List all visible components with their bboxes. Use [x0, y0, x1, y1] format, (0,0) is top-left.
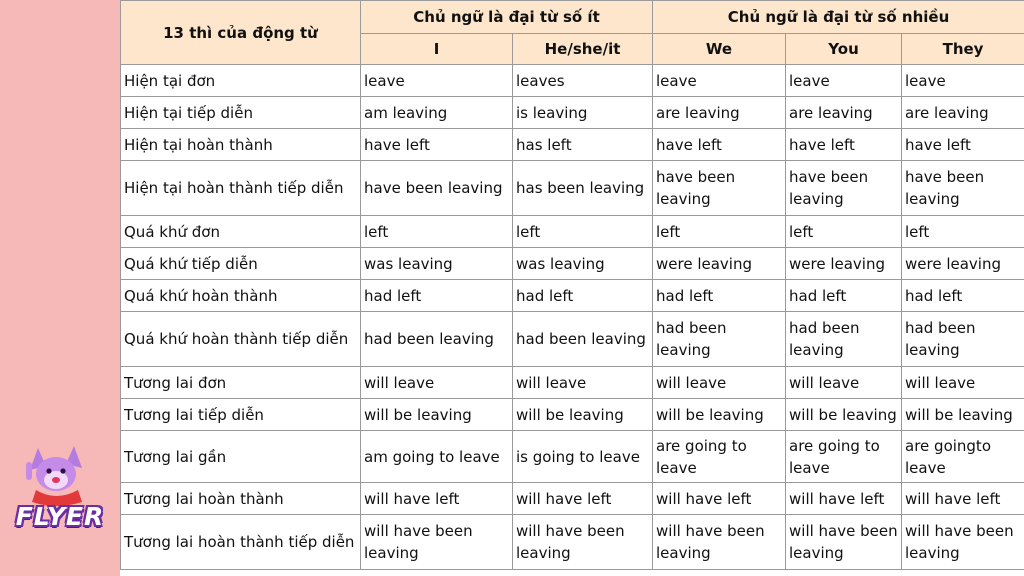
table-row	[121, 248, 1024, 280]
verb-form: have left	[361, 129, 513, 161]
verb-form: will have been leaving	[653, 515, 786, 570]
verb-form: had left	[361, 280, 513, 312]
verb-form: will have left	[902, 483, 1024, 515]
flyer-logo	[12, 440, 108, 550]
verb-form: is going to leave	[513, 431, 653, 483]
verb-form: have left	[653, 129, 786, 161]
tense-table	[120, 0, 1024, 570]
verb-form: left	[902, 216, 1024, 248]
tense-name: Tương lai đơn	[121, 367, 361, 399]
pronoun-header: You	[786, 34, 902, 65]
table-row	[121, 515, 1024, 570]
verb-form: have left	[786, 129, 902, 161]
tense-name: Tương lai hoàn thành	[121, 483, 361, 515]
header-row-groups	[121, 1, 1024, 34]
verb-form: had been leaving	[902, 312, 1024, 367]
verb-form: will leave	[786, 367, 902, 399]
tense-name: Hiện tại hoàn thành	[121, 129, 361, 161]
plural-group-header: Chủ ngữ là đại từ số nhiều	[653, 1, 1024, 34]
verb-form: will be leaving	[361, 399, 513, 431]
verb-form: are goingto leave	[902, 431, 1024, 483]
verb-form: was leaving	[513, 248, 653, 280]
verb-form: will leave	[653, 367, 786, 399]
tense-name: Quá khứ hoàn thành tiếp diễn	[121, 312, 361, 367]
verb-form: left	[361, 216, 513, 248]
tense-name: Quá khứ hoàn thành	[121, 280, 361, 312]
verb-form: am leaving	[361, 97, 513, 129]
verb-form: will be leaving	[513, 399, 653, 431]
verb-form: leave	[786, 65, 902, 97]
verb-form: have been leaving	[786, 161, 902, 216]
table-row	[121, 399, 1024, 431]
flyer-logo-text: FLYER	[15, 502, 105, 531]
table-row	[121, 97, 1024, 129]
tense-name: Hiện tại tiếp diễn	[121, 97, 361, 129]
verb-form: had left	[902, 280, 1024, 312]
verb-form: are going to leave	[786, 431, 902, 483]
verb-form: were leaving	[786, 248, 902, 280]
verb-form: leave	[653, 65, 786, 97]
verb-form: were leaving	[902, 248, 1024, 280]
tense-name: Tương lai tiếp diễn	[121, 399, 361, 431]
verb-form: had been leaving	[786, 312, 902, 367]
table-row	[121, 129, 1024, 161]
table-row	[121, 483, 1024, 515]
verb-form: had left	[653, 280, 786, 312]
verb-form: will have been leaving	[786, 515, 902, 570]
pronoun-header: I	[361, 34, 513, 65]
singular-group-header: Chủ ngữ là đại từ số ít	[361, 1, 653, 34]
verb-form: has been leaving	[513, 161, 653, 216]
verb-form: are leaving	[786, 97, 902, 129]
verb-form: have been leaving	[902, 161, 1024, 216]
verb-form: will have been leaving	[513, 515, 653, 570]
verb-form: am going to leave	[361, 431, 513, 483]
tense-name: Hiện tại hoàn thành tiếp diễn	[121, 161, 361, 216]
verb-form: left	[513, 216, 653, 248]
verb-form: were leaving	[653, 248, 786, 280]
tense-column-header: 13 thì của động từ	[121, 1, 361, 65]
verb-form: will leave	[902, 367, 1024, 399]
verb-form: left	[786, 216, 902, 248]
table-row	[121, 161, 1024, 216]
verb-form: will be leaving	[786, 399, 902, 431]
verb-form: was leaving	[361, 248, 513, 280]
verb-form: will have left	[653, 483, 786, 515]
verb-form: will be leaving	[902, 399, 1024, 431]
tense-name: Quá khứ đơn	[121, 216, 361, 248]
verb-form: leave	[902, 65, 1024, 97]
verb-form: will leave	[513, 367, 653, 399]
verb-form: is leaving	[513, 97, 653, 129]
verb-form: are leaving	[653, 97, 786, 129]
pronoun-header: He/she/it	[513, 34, 653, 65]
verb-form: leave	[361, 65, 513, 97]
verb-form: will be leaving	[653, 399, 786, 431]
tense-name: Tương lai gần	[121, 431, 361, 483]
verb-form: will have left	[361, 483, 513, 515]
pronoun-header: We	[653, 34, 786, 65]
verb-form: have been leaving	[653, 161, 786, 216]
verb-form: will have been leaving	[902, 515, 1024, 570]
table-row	[121, 312, 1024, 367]
verb-form: left	[653, 216, 786, 248]
table-row	[121, 367, 1024, 399]
verb-form: has left	[513, 129, 653, 161]
verb-form: will have left	[786, 483, 902, 515]
verb-form: will leave	[361, 367, 513, 399]
fox-mascot-icon	[12, 440, 108, 510]
pronoun-header: They	[902, 34, 1024, 65]
tense-name: Quá khứ tiếp diễn	[121, 248, 361, 280]
verb-form: had been leaving	[361, 312, 513, 367]
verb-form: will have been leaving	[361, 515, 513, 570]
tense-name: Hiện tại đơn	[121, 65, 361, 97]
tense-name: Tương lai hoàn thành tiếp diễn	[121, 515, 361, 570]
verb-form: had left	[513, 280, 653, 312]
verb-form: have left	[902, 129, 1024, 161]
verb-form: had been leaving	[513, 312, 653, 367]
verb-form: had been leaving	[653, 312, 786, 367]
table-row	[121, 280, 1024, 312]
verb-form: will have left	[513, 483, 653, 515]
table-row	[121, 216, 1024, 248]
verb-form: leaves	[513, 65, 653, 97]
table-row	[121, 431, 1024, 483]
verb-form: have been leaving	[361, 161, 513, 216]
verb-form: are going to leave	[653, 431, 786, 483]
verb-form: had left	[786, 280, 902, 312]
table-row	[121, 65, 1024, 97]
verb-form: are leaving	[902, 97, 1024, 129]
